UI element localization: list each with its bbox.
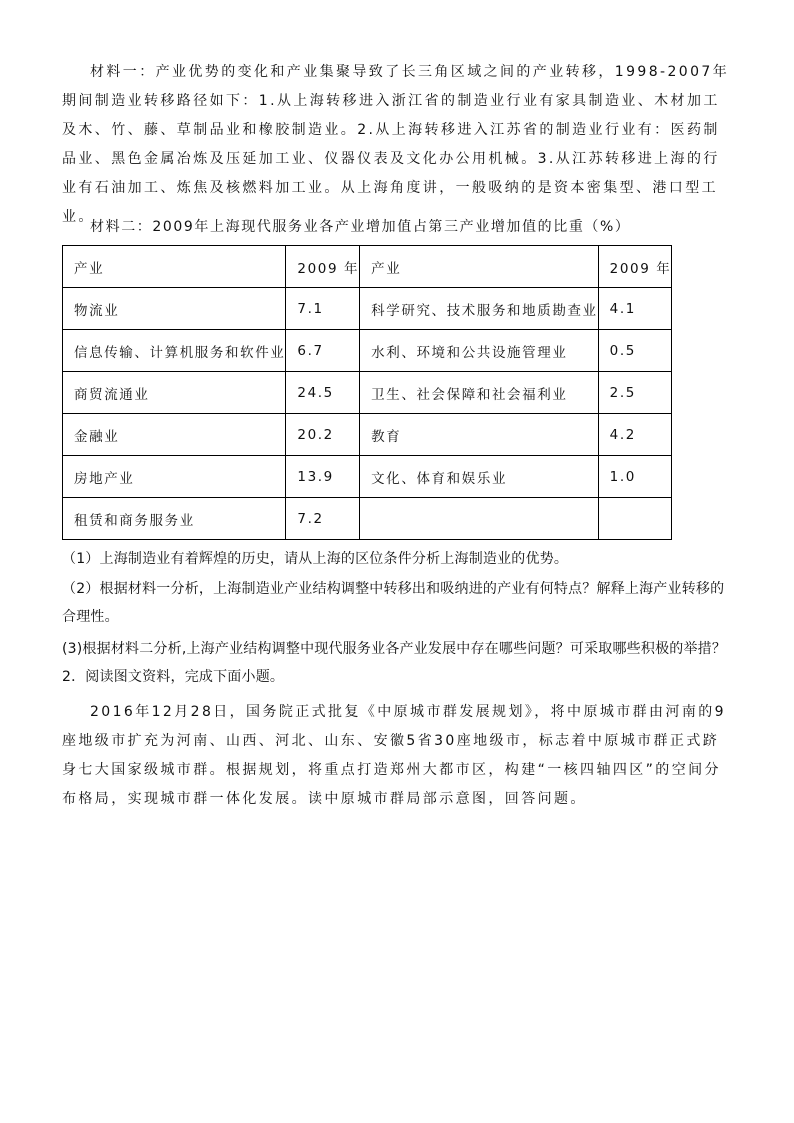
question-3: (3)根据材料二分析,上海产业结构调整中现代服务业各产业发展中存在哪些问题？可采取哪些积极的举措？ [62, 641, 727, 657]
table-cell-value-2: 4.2 [598, 414, 672, 456]
table-cell-value-2: 0.5 [598, 330, 672, 372]
material-two-caption: 材料二：2009年上海现代服务业各产业增加值占第三产业增加值的比重（%） [90, 219, 631, 235]
material-one-paragraph: 材料一：产业优势的变化和产业集聚导致了长三角区域之间的产业转移，1998-2007年期间制造业转移路径如下：1.从上海转移进入浙江省的制造业行业有家具制造业、木材加工及木、竹、藤、草制品业和橡胶制造业。2.从上海转移进入江苏省的制造业行业有：医药制品业、黑色金属冶炼及压延加工业、仪器仪表及文化办公用机械。3.从江苏转移进上海的行业有石油加工、炼焦及核燃料加工业。从上海角度讲，一般吸纳的是资本密集型、港口型工业。 [62, 64, 730, 225]
table-cell-industry-1: 房地产业 [63, 456, 286, 498]
table-cell-value-1: 7.2 [286, 498, 360, 540]
table-row [63, 414, 672, 456]
table-cell-industry-2: 教育 [360, 414, 599, 456]
table-cell-industry-1: 租赁和商务服务业 [63, 498, 286, 540]
table-cell-industry-2: 卫生、社会保障和社会福利业 [360, 372, 599, 414]
table-cell-industry-2: 水利、环境和公共设施管理业 [360, 330, 599, 372]
table-row [63, 330, 672, 372]
table-cell-value-2: 4.1 [598, 288, 672, 330]
table-cell-value-1: 20.2 [286, 414, 360, 456]
table-cell-industry-1: 金融业 [63, 414, 286, 456]
table-cell-value-1: 24.5 [286, 372, 360, 414]
table-cell-industry-1: 商贸流通业 [63, 372, 286, 414]
header-industry-2: 产业 [360, 246, 599, 288]
table-cell-industry-2: 科学研究、技术服务和地质勘查业 [360, 288, 599, 330]
question-2-title: 2．阅读图文资料，完成下面小题。 [62, 669, 285, 685]
header-year-1: 2009 年 [286, 246, 360, 288]
table-row [63, 288, 672, 330]
header-year-2: 2009 年 [598, 246, 672, 288]
table-cell-industry-1: 物流业 [63, 288, 286, 330]
table-cell-industry-1: 信息传输、计算机服务和软件业 [63, 330, 286, 372]
table-cell-value-1: 13.9 [286, 456, 360, 498]
table-cell-industry-2: 文化、体育和娱乐业 [360, 456, 599, 498]
table-cell-value-1: 7.1 [286, 288, 360, 330]
table-cell-industry-2 [360, 498, 599, 540]
table-row [63, 456, 672, 498]
table-row [63, 372, 672, 414]
table-cell-value-2: 1.0 [598, 456, 672, 498]
table-cell-value-2 [598, 498, 672, 540]
zhongyuan-passage: 2016年12月28日，国务院正式批复《中原城市群发展规划》，将中原城市群由河南的9座地级市扩充为河南、山西、河北、山东、安徽5省30座地级市，标志着中原城市群正式跻身七大国家级城市群。根据规划，将重点打造郑州大都市区，构建“一核四轴四区”的空间分布格局，实现城市群一体化发展。读中原城市群局部示意图，回答问题。 [62, 704, 726, 807]
header-industry-1: 产业 [63, 246, 286, 288]
service-industry-table [62, 245, 672, 540]
table-row [63, 498, 672, 540]
table-cell-value-1: 6.7 [286, 330, 360, 372]
question-1: （1）上海制造业有着辉煌的历史，请从上海的区位条件分析上海制造业的优势。 [62, 551, 569, 567]
table-header-row [63, 246, 672, 288]
table-cell-value-2: 2.5 [598, 372, 672, 414]
question-2: （2）根据材料一分析，上海制造业产业结构调整中转移出和吸纳进的产业有何特点？解释上海产业转移的合理性。 [62, 581, 725, 625]
